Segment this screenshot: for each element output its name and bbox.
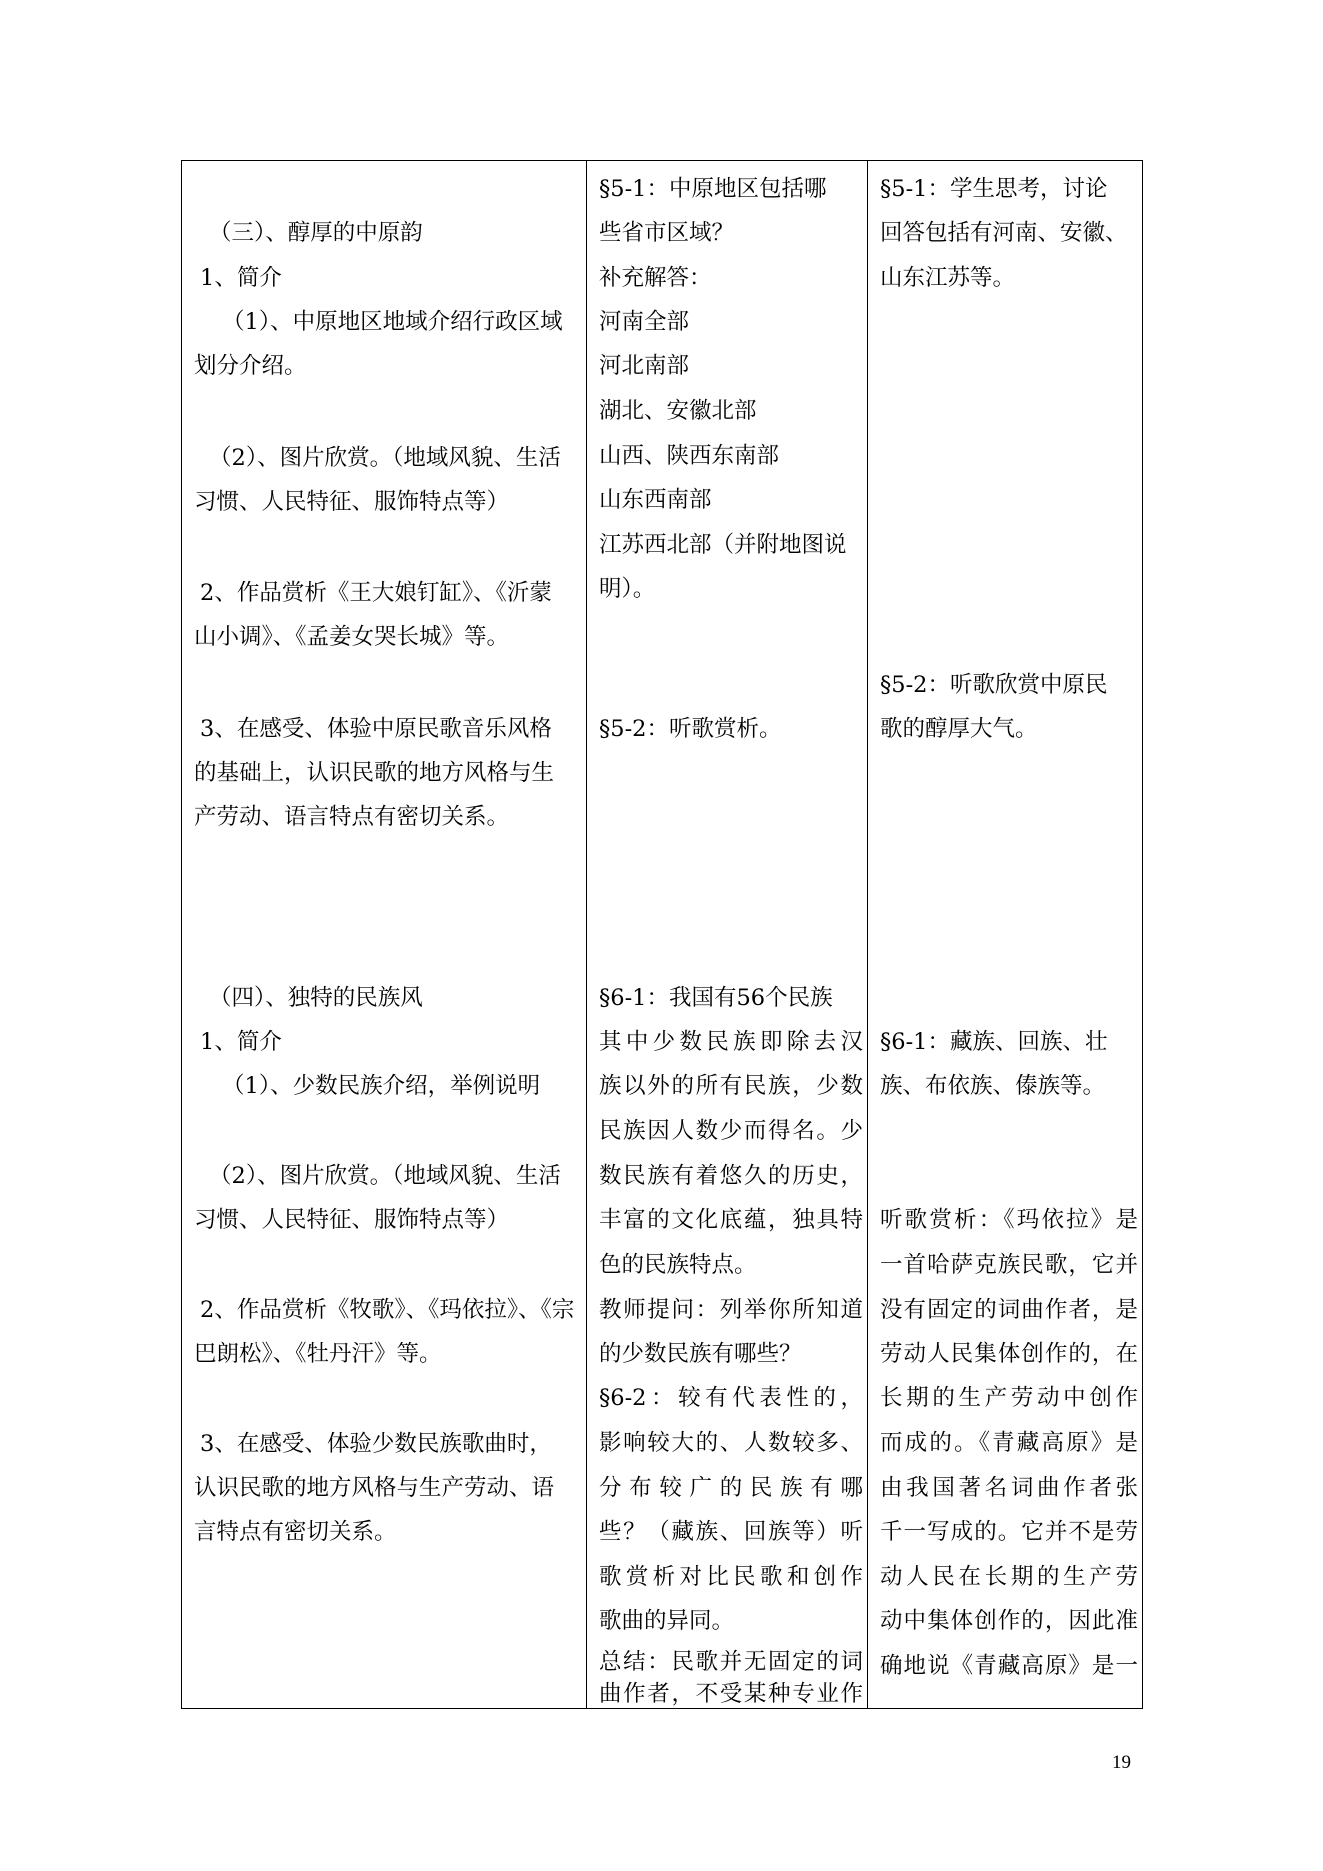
teacher-activity-column: [599, 161, 863, 1708]
content-line: 曲作者，不受某种专业作: [599, 1681, 863, 1707]
content-line: 2、作品赏析《王大娘钉缸》、《沂蒙: [200, 580, 552, 606]
content-line: 些省市区域？: [599, 220, 735, 246]
content-line: 千一写成的。它并不是劳: [880, 1519, 1138, 1545]
teaching-content-column: [194, 161, 582, 1708]
content-line: 山西、陕西东南部: [599, 443, 780, 469]
content-line: 听歌赏析：《玛依拉》是: [880, 1207, 1138, 1233]
content-line: 3、在感受、体验中原民歌音乐风格: [200, 716, 552, 742]
content-line: 分布较广的民族有哪: [599, 1475, 863, 1501]
content-line: 确地说《青藏高原》是一: [880, 1653, 1138, 1679]
content-line: §6-1：藏族、回族、壮: [880, 1029, 1108, 1055]
content-line: 歌曲的异同。: [599, 1608, 735, 1634]
content-line: 动人民在长期的生产劳: [880, 1564, 1138, 1590]
content-line: 湖北、安徽北部: [599, 398, 757, 424]
content-line: §5-1：学生思考，讨论: [880, 176, 1108, 202]
content-line: 的基础上，认识民歌的地方风格与生: [194, 760, 555, 786]
content-line: 1、简介: [200, 1029, 282, 1055]
content-line: 言特点有密切关系。: [194, 1519, 397, 1545]
content-line: 动中集体创作的，因此准: [880, 1608, 1138, 1634]
column-divider: [867, 161, 868, 1708]
content-line: §5-2：听歌欣赏中原民: [880, 672, 1108, 698]
content-line: 一首哈萨克族民歌，它并: [880, 1252, 1138, 1278]
content-line: 总结：民歌并无固定的词: [599, 1649, 863, 1675]
content-line: 山东西南部: [599, 487, 712, 513]
content-line: §6-2：较有代表性的，: [599, 1385, 863, 1411]
lesson-table: [181, 160, 1143, 1709]
content-line: 山小调》、《孟姜女哭长城》等。: [194, 624, 510, 650]
content-line: 习惯、人民特征、服饰特点等）: [194, 489, 510, 515]
content-line: 族、布依族、傣族等。: [880, 1073, 1106, 1099]
section-heading: （四）、独特的民族风: [209, 985, 423, 1011]
content-line: 民族因人数少而得名。少: [599, 1118, 863, 1144]
content-line: 1、简介: [200, 265, 282, 291]
content-line: 没有固定的词曲作者，是: [880, 1297, 1138, 1323]
content-line: §5-2：听歌赏析。: [599, 716, 782, 742]
content-line: 补充解答：: [599, 265, 712, 291]
content-line: 其中少数民族即除去汉: [599, 1029, 863, 1055]
content-line: 数民族有着悠久的历史，: [599, 1163, 863, 1189]
content-line: 产劳动、语言特点有密切关系。: [194, 804, 510, 830]
content-line: 认识民歌的地方风格与生产劳动、语: [194, 1475, 555, 1501]
section-heading: （三）、醇厚的中原韵: [209, 220, 423, 246]
page-number: 19: [1112, 1752, 1131, 1773]
content-line: 划分介绍。: [194, 353, 307, 379]
content-line: §5-1：中原地区包括哪: [599, 176, 827, 202]
content-line: 巴朗松》、《牡丹汗》等。: [194, 1341, 442, 1367]
content-line: 劳动人民集体创作的，在: [880, 1341, 1138, 1367]
content-line: （2）、图片欣赏。（地域风貌、生活: [209, 1163, 561, 1189]
content-line: 2、作品赏析《牧歌》、《玛依拉》、《宗: [200, 1297, 575, 1323]
content-line: 山东江苏等。: [880, 265, 1016, 291]
content-line: （2）、图片欣赏。（地域风貌、生活: [209, 445, 561, 471]
content-line: 3、在感受、体验少数民族歌曲时，: [200, 1431, 552, 1457]
content-line: 由我国著名词曲作者张: [880, 1475, 1138, 1501]
content-line: 歌的醇厚大气。: [880, 716, 1038, 742]
column-divider: [586, 161, 587, 1708]
content-line: 而成的。《青藏高原》是: [880, 1430, 1138, 1456]
content-line: 长期的生产劳动中创作: [880, 1385, 1138, 1411]
content-line: 习惯、人民特征、服饰特点等）: [194, 1207, 510, 1233]
content-line: 色的民族特点。: [599, 1252, 757, 1278]
student-activity-column: [880, 161, 1138, 1708]
content-line: 教师提问：列举你所知道: [599, 1297, 863, 1323]
content-line: 的少数民族有哪些？: [599, 1341, 802, 1367]
content-line: 明）。: [599, 576, 656, 602]
content-line: （1）、中原地区地域介绍行政区域: [222, 309, 563, 335]
content-line: （1）、少数民族介绍，举例说明: [222, 1073, 541, 1099]
content-line: 回答包括有河南、安徽、: [880, 220, 1128, 246]
content-line: 丰富的文化底蕴，独具特: [599, 1207, 863, 1233]
content-line: 影响较大的、人数较多、: [599, 1430, 863, 1456]
content-line: 些？（藏族、回族等）听: [599, 1519, 863, 1545]
content-line: 河北南部: [599, 353, 690, 379]
content-line: 江苏西北部（并附地图说: [599, 532, 847, 558]
content-line: 族以外的所有民族，少数: [599, 1073, 863, 1099]
content-line: 歌赏析对比民歌和创作: [599, 1564, 863, 1590]
content-line: 河南全部: [599, 309, 690, 335]
content-line: §6-1：我国有56个民族: [599, 985, 833, 1011]
